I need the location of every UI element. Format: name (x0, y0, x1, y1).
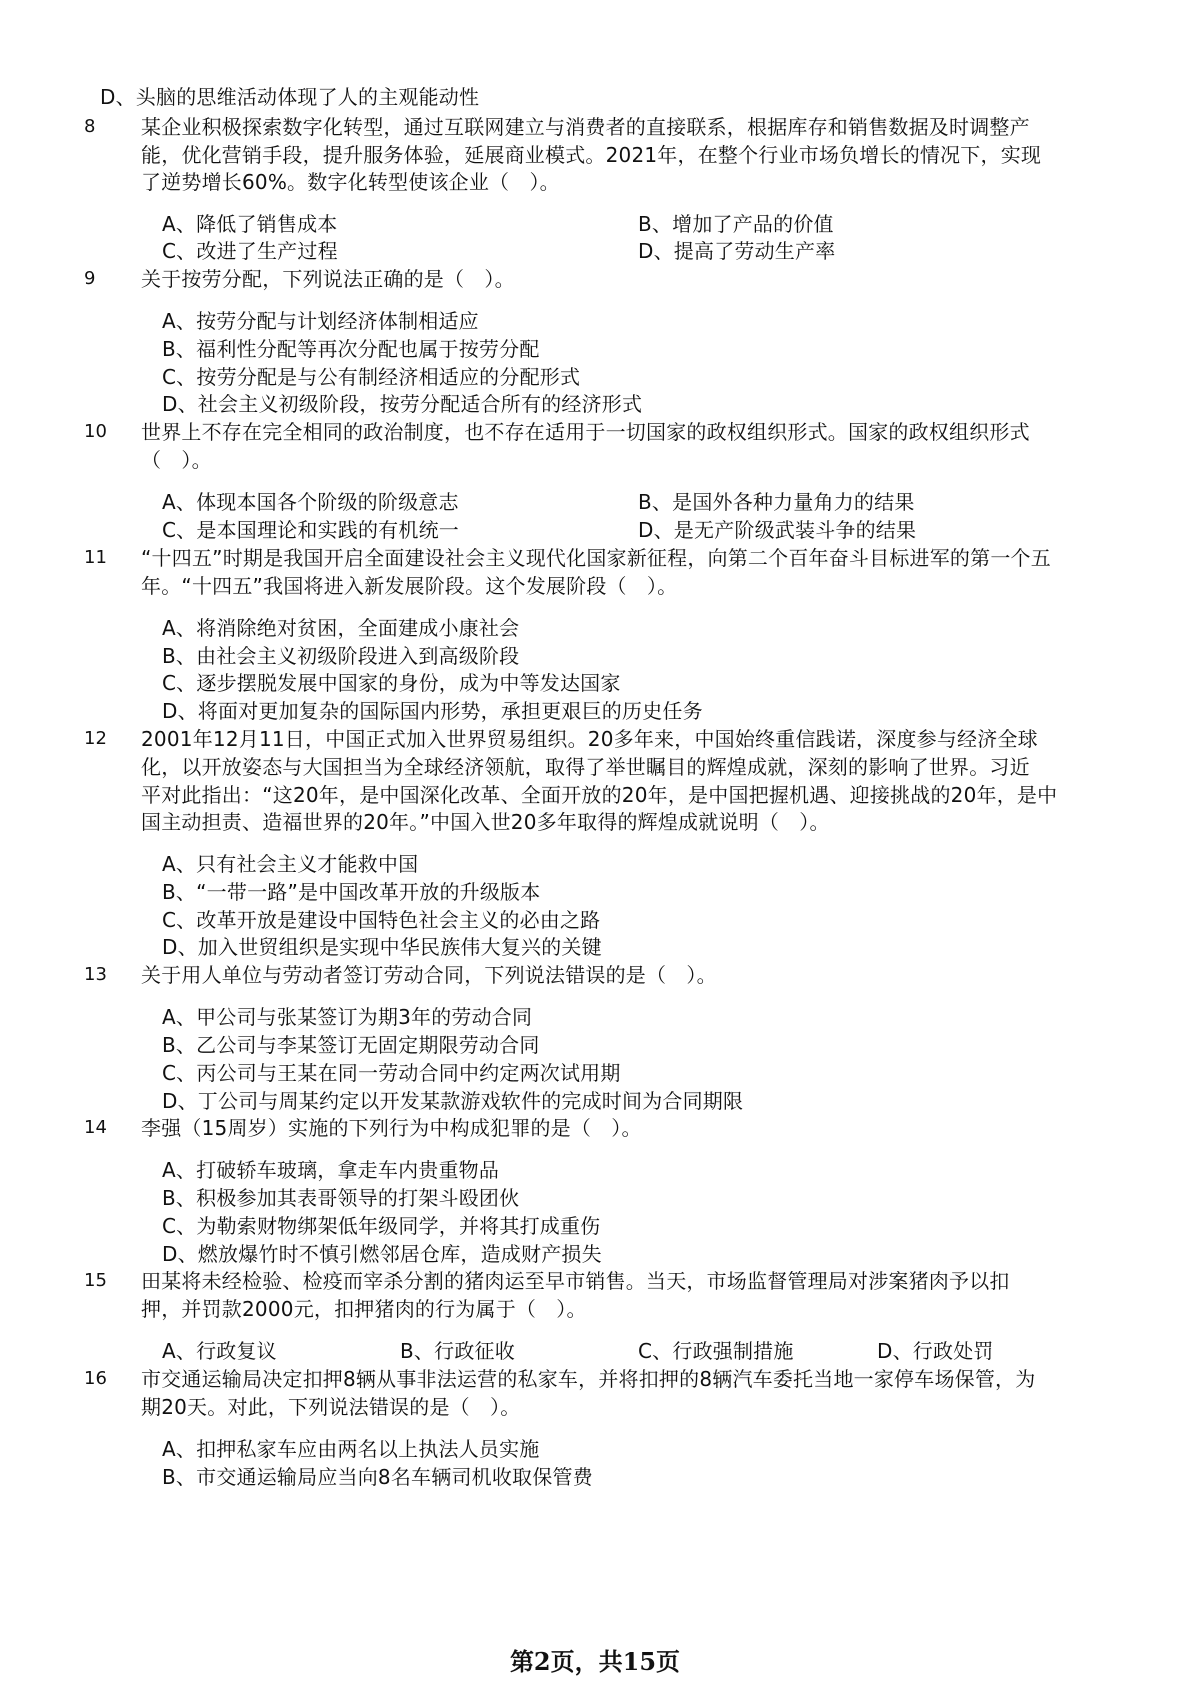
q10-number: 10 (84, 421, 107, 442)
q13-stem-line-1: 关于用人单位与劳动者签订劳动合同，下列说法错误的是（ ）。 (141, 963, 717, 987)
q15-option-b: B、行政征收 (400, 1339, 515, 1363)
q13-number: 13 (84, 964, 107, 985)
q10-option-b: B、是国外各种力量角力的结果 (638, 490, 915, 514)
q14-option-b: B、积极参加其表哥领导的打架斗殴团伙 (162, 1186, 520, 1210)
q13-option-d: D、丁公司与周某约定以开发某款游戏软件的完成时间为合同期限 (162, 1089, 744, 1113)
q8-option-c: C、改进了生产过程 (162, 239, 338, 263)
q12-stem-line-4: 国主动担责、造福世界的20年。”中国入世20多年取得的辉煌成就说明（ ）。 (141, 810, 830, 834)
q15-option-a: A、行政复议 (162, 1339, 277, 1363)
q8-number: 8 (84, 116, 96, 137)
q15-stem-line-2: 押，并罚款2000元，扣押猪肉的行为属于（ ）。 (141, 1297, 587, 1321)
q14-option-c: C、为勒索财物绑架低年级同学，并将其打成重伤 (162, 1214, 601, 1238)
q13-option-c: C、丙公司与王某在同一劳动合同中约定两次试用期 (162, 1061, 621, 1085)
q8-option-b: B、增加了产品的价值 (638, 212, 834, 236)
q12-number: 12 (84, 728, 107, 749)
q14-number: 14 (84, 1117, 107, 1138)
q16-option-a: A、扣押私家车应由两名以上执法人员实施 (162, 1437, 540, 1461)
q14-stem-line-1: 李强（15周岁）实施的下列行为中构成犯罪的是（ ）。 (141, 1116, 642, 1140)
q11-option-a: A、将消除绝对贫困，全面建成小康社会 (162, 616, 520, 640)
q12-stem-line-2: 化，以开放姿态与大国担当为全球经济领航，取得了举世瞩目的辉煌成就，深刻的影响了世界。习近 (141, 755, 1030, 779)
q10-option-a: A、体现本国各个阶级的阶级意志 (162, 490, 459, 514)
q15-number: 15 (84, 1270, 107, 1291)
q9-option-d: D、社会主义初级阶段，按劳分配适合所有的经济形式 (162, 392, 643, 416)
q11-number: 11 (84, 547, 107, 568)
q10-option-d: D、是无产阶级武装斗争的结果 (638, 518, 917, 542)
q13-option-b: B、乙公司与李某签订无固定期限劳动合同 (162, 1033, 540, 1057)
q13-option-a: A、甲公司与张某签订为期3年的劳动合同 (162, 1005, 533, 1029)
q12-option-b: B、“一带一路”是中国改革开放的升级版本 (162, 880, 541, 904)
q16-option-b: B、市交通运输局应当向8名车辆司机收取保管费 (162, 1465, 593, 1489)
q10-stem-line-2: （ ）。 (141, 448, 212, 472)
q9-number: 9 (84, 268, 96, 289)
q16-stem-line-1: 市交通运输局决定扣押8辆从事非法运营的私家车，并将扣押的8辆汽车委托当地一家停车场保管，为 (141, 1367, 1036, 1391)
q12-option-d: D、加入世贸组织是实现中华民族伟大复兴的关键 (162, 935, 602, 959)
q11-stem-line-2: 年。“十四五”我国将进入新发展阶段。这个发展阶段（ ）。 (141, 574, 678, 598)
q11-option-c: C、逐步摆脱发展中国家的身份，成为中等发达国家 (162, 671, 621, 695)
q12-stem-line-3: 平对此指出：“这20年，是中国深化改革、全面开放的20年，是中国把握机遇、迎接挑战的20年，是中 (141, 783, 1058, 807)
q8-stem-line-2: 能，优化营销手段，提升服务体验，延展商业模式。2021年，在整个行业市场负增长的情况下，实现 (141, 143, 1042, 167)
q9-option-a: A、按劳分配与计划经济体制相适应 (162, 309, 479, 333)
q10-option-c: C、是本国理论和实践的有机统一 (162, 518, 459, 542)
q9-stem-line-1: 关于按劳分配，下列说法正确的是（ ）。 (141, 267, 515, 291)
q8-stem-line-1: 某企业积极探索数字化转型，通过互联网建立与消费者的直接联系，根据库存和销售数据及时调整产 (141, 115, 1030, 139)
q9-option-c: C、按劳分配是与公有制经济相适应的分配形式 (162, 365, 581, 389)
q12-option-c: C、改革开放是建设中国特色社会主义的必由之路 (162, 908, 601, 932)
q8-option-a: A、降低了销售成本 (162, 212, 338, 236)
q11-stem-line-1: “十四五”时期是我国开启全面建设社会主义现代化国家新征程，向第二个百年奋斗目标进军的第一个五 (141, 546, 1051, 570)
q11-option-b: B、由社会主义初级阶段进入到高级阶段 (162, 644, 520, 668)
page-number-footer: 第2页，共15页 (509, 1647, 681, 1676)
q15-option-c: C、行政强制措施 (638, 1339, 794, 1363)
q8-option-d: D、提高了劳动生产率 (638, 239, 836, 263)
q14-option-a: A、打破轿车玻璃，拿走车内贵重物品 (162, 1158, 500, 1182)
q11-option-d: D、将面对更加复杂的国际国内形势，承担更艰巨的历史任务 (162, 699, 703, 723)
q7-option-d: D、头脑的思维活动体现了人的主观能动性 (100, 85, 480, 109)
q15-option-d: D、行政处罚 (877, 1339, 994, 1363)
q16-stem-line-2: 期20天。对此，下列说法错误的是（ ）。 (141, 1395, 521, 1419)
q12-stem-line-1: 2001年12月11日，中国正式加入世界贸易组织。20多年来，中国始终重信践诺，深度参与经济全球 (141, 727, 1038, 751)
q14-option-d: D、燃放爆竹时不慎引燃邻居仓库，造成财产损失 (162, 1242, 602, 1266)
q10-stem-line-1: 世界上不存在完全相同的政治制度，也不存在适用于一切国家的政权组织形式。国家的政权组织形式 (141, 420, 1030, 444)
q16-number: 16 (84, 1368, 107, 1389)
q8-stem-line-3: 了逆势增长60%。数字化转型使该企业（ ）。 (141, 170, 560, 194)
q9-option-b: B、福利性分配等再次分配也属于按劳分配 (162, 337, 540, 361)
q12-option-a: A、只有社会主义才能救中国 (162, 852, 419, 876)
q15-stem-line-1: 田某将未经检验、检疫而宰杀分割的猪肉运至早市销售。当天，市场监督管理局对涉案猪肉予以扣 (141, 1269, 1010, 1293)
